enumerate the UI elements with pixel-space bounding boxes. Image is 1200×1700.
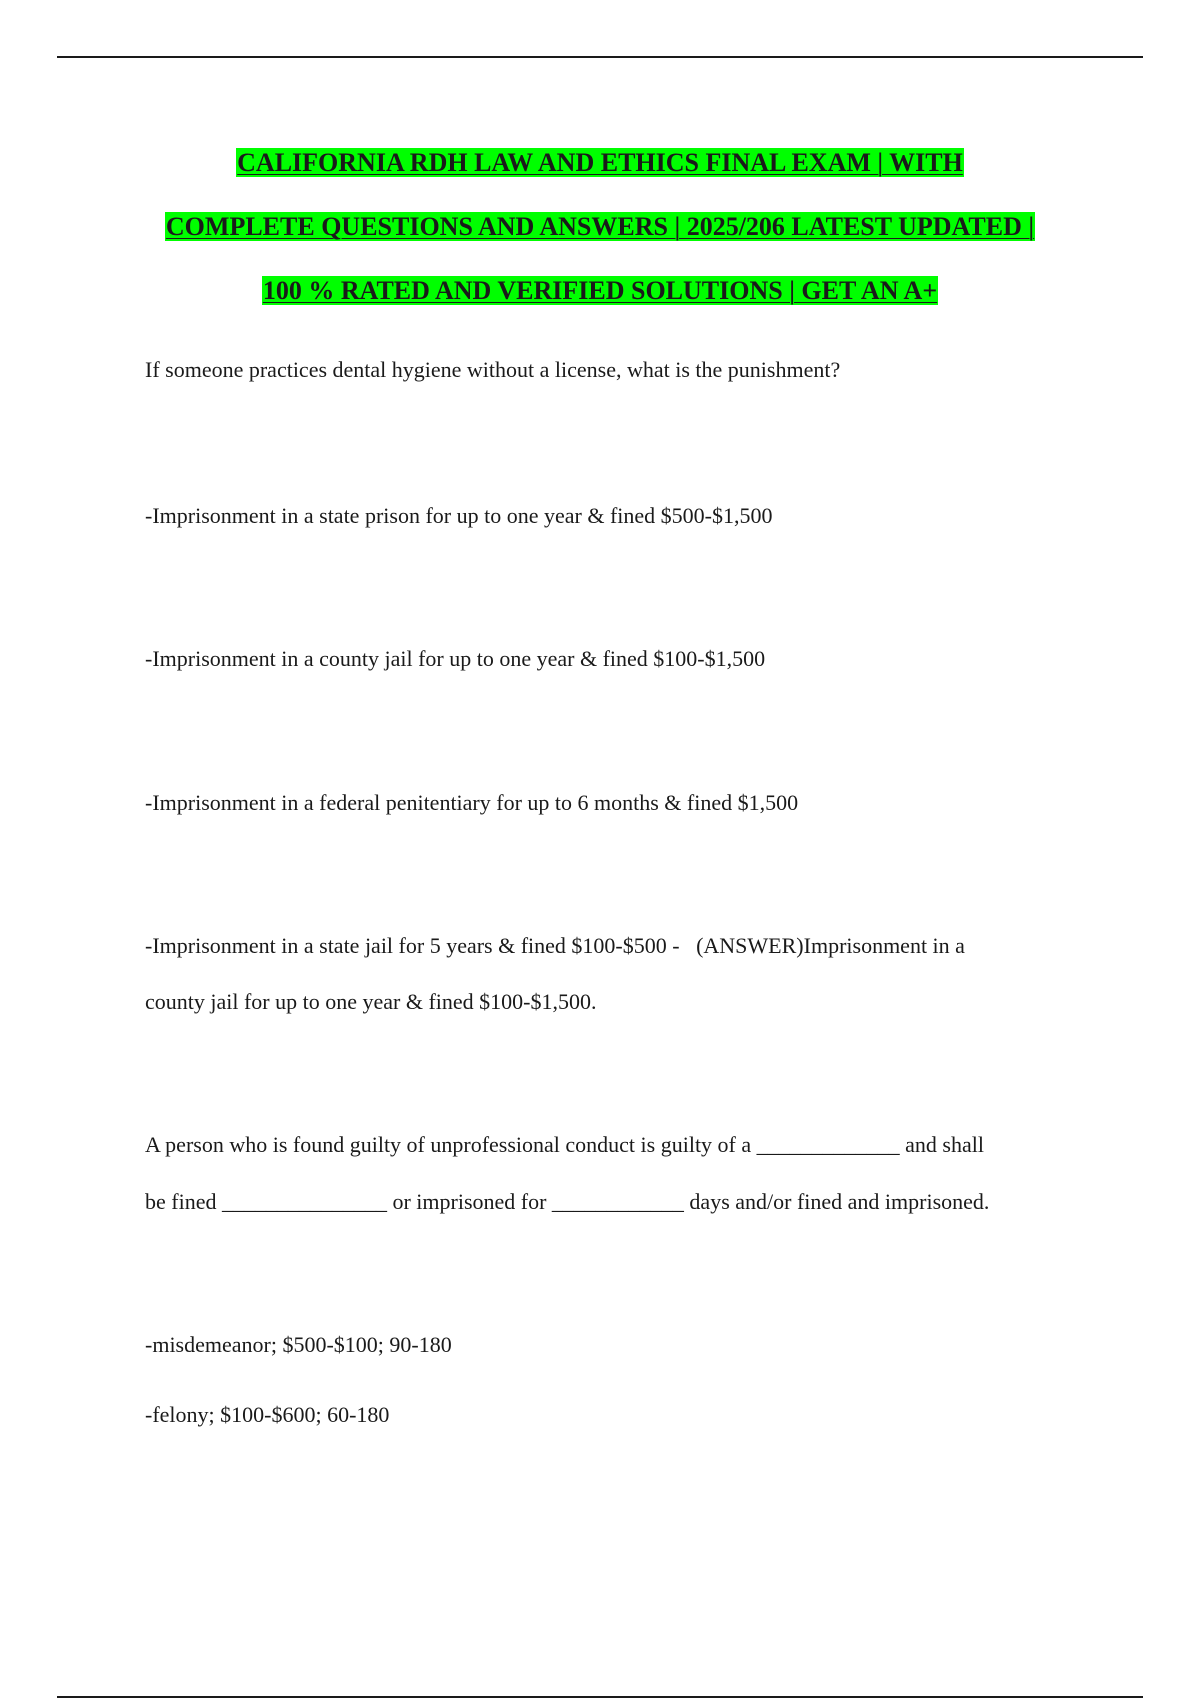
question-1-option-2: -Imprisonment in a county jail for up to one year & fined $100-$1,500 — [145, 646, 766, 671]
question-2-prompt-line-1: A person who is found guilty of unprofessional conduct is guilty of a _____________ and shall — [145, 1132, 984, 1157]
question-1-prompt: If someone practices dental hygiene without a license, what is the punishment? — [145, 357, 841, 382]
question-2-option-1: -misdemeanor; $500-$100; 90-180 — [145, 1332, 452, 1357]
title-line-2 — [0, 210, 1200, 244]
question-1-option-3: -Imprisonment in a federal penitentiary for up to 6 months & fined $1,500 — [145, 790, 799, 815]
title-line-3-text: 100 % RATED AND VERIFIED SOLUTIONS | GET AN A+ — [262, 276, 938, 305]
question-2-prompt-line-2: be fined _______________ or imprisoned for ____________ days and/or fined and imprisoned. — [145, 1189, 990, 1214]
question-2-option-2: -felony; $100-$600; 60-180 — [145, 1402, 390, 1427]
title-line-2-text: COMPLETE QUESTIONS AND ANSWERS | 2025/206 LATEST UPDATED | — [165, 212, 1035, 241]
page-bottom-rule — [57, 1696, 1143, 1698]
question-1-option-1: -Imprisonment in a state prison for up to one year & fined $500-$1,500 — [145, 503, 773, 528]
question-1-option-4-line-2: county jail for up to one year & fined $100-$1,500. — [145, 989, 597, 1014]
title-line-1-text: CALIFORNIA RDH LAW AND ETHICS FINAL EXAM | WITH — [237, 148, 963, 177]
page-top-rule — [57, 56, 1143, 58]
title-line-1 — [0, 146, 1200, 180]
question-1-option-4-line-1: -Imprisonment in a state jail for 5 years & fined $100-$500 - (ANSWER)Imprisonment in a — [145, 933, 965, 958]
title-line-3 — [0, 274, 1200, 308]
